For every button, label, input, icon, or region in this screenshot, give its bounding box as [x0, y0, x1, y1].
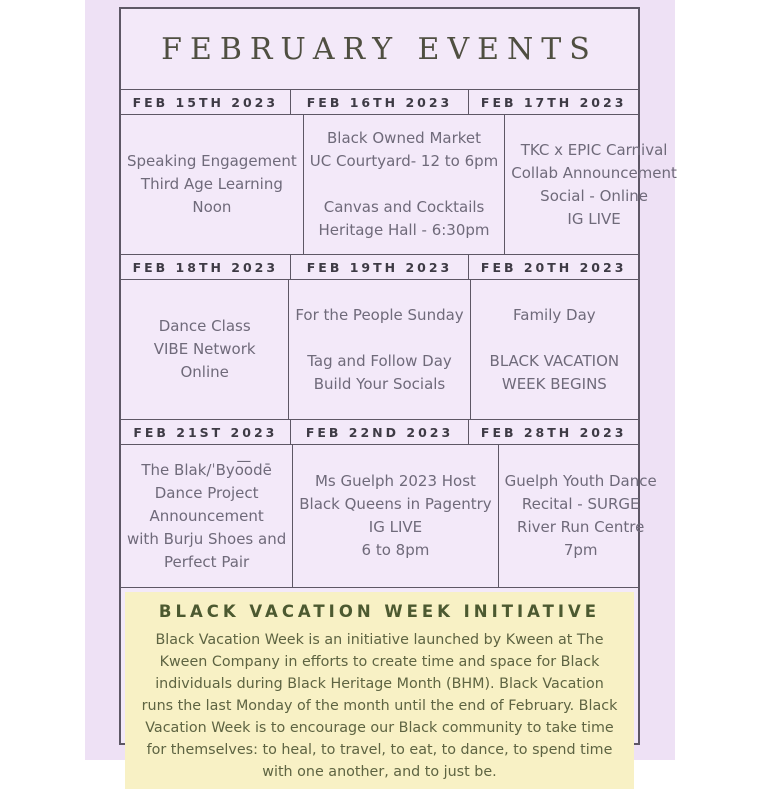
event-line: Dance Class — [158, 317, 251, 335]
date-header-row — [121, 90, 638, 115]
event-cell-feb21 — [121, 445, 292, 587]
event-line: Noon — [192, 198, 232, 216]
date-header-feb16: FEB 16TH 2023 — [290, 90, 469, 114]
event-cell-feb28 — [498, 445, 663, 587]
event-line: Collab Announcement — [511, 163, 677, 182]
event-line: Announcement — [149, 506, 264, 525]
calendar-row-1 — [121, 90, 677, 255]
event-line: Black Owned Market — [327, 129, 482, 147]
event-cell-feb16 — [303, 115, 504, 254]
event-line: The Blak/ˈByo͞odē — [141, 460, 272, 479]
event-line: Social - Online — [540, 186, 648, 205]
title-cell — [121, 9, 638, 90]
events-poster — [85, 0, 677, 780]
event-cell-feb15 — [121, 115, 303, 254]
event-line: Guelph Youth Dance — [504, 472, 657, 490]
date-header-feb18: FEB 18TH 2023 — [132, 259, 279, 275]
event-line: Online — [180, 363, 229, 381]
date-header-feb19: FEB 19TH 2023 — [290, 255, 469, 279]
event-body-row — [121, 115, 677, 255]
event-line: 7pm — [563, 541, 598, 559]
page-title: FEBRUARY EVENTS — [161, 31, 598, 67]
calendar-row-2 — [121, 255, 638, 420]
event-line: Build Your Socials — [313, 374, 446, 393]
initiative-body-text: Black Vacation Week is an initiative launched by Kween at The Kween Company in efforts to create time and space for Black individuals during Black Heritage Month (BHM). Black Vacation runs the last Monday of the month until the end of February. Black Vacation Week is to encourage our Black community to take time for themselves: to heal, to travel, to eat, to dance, to spend time with one another, and to just be. — [141, 632, 618, 780]
date-header-feb20: FEB 20TH 2023 — [468, 255, 638, 279]
event-line: 6 to 8pm — [361, 541, 430, 559]
event-line: Speaking Engagement — [127, 152, 297, 170]
event-line: River Run Centre — [517, 518, 645, 536]
event-line: Family Day — [513, 305, 596, 324]
event-line: BLACK VACATION — [489, 351, 620, 370]
event-body-row — [121, 280, 638, 420]
event-line: Heritage Hall - 6:30pm — [318, 221, 490, 239]
date-header-feb22: FEB 22ND 2023 — [290, 420, 469, 444]
event-line: TKC x EPIC Carnival — [520, 140, 668, 159]
event-line: Dance Project — [154, 483, 259, 502]
initiative-section — [121, 588, 638, 793]
event-line: Recital - SURGE — [521, 495, 640, 513]
events-table — [119, 7, 677, 780]
event-cell-feb17 — [504, 115, 683, 254]
event-line: VIBE Network — [153, 340, 256, 358]
initiative-box — [125, 592, 634, 789]
date-header-feb15: FEB 15TH 2023 — [132, 94, 279, 110]
event-line: Black Queens in Pagentry — [299, 495, 492, 513]
event-line: with Burju Shoes and — [127, 529, 287, 548]
event-line: Perfect Pair — [164, 552, 250, 571]
event-cell-feb19 — [288, 280, 469, 419]
initiative-title: BLACK VACATION WEEK INITIATIVE — [158, 602, 601, 621]
event-line: Canvas and Cocktails — [323, 198, 485, 216]
date-header-row — [121, 420, 638, 445]
event-line: Tag and Follow Day — [307, 351, 452, 370]
event-cell-feb18 — [121, 280, 288, 419]
event-line: WEEK BEGINS — [501, 374, 607, 393]
event-line: Ms Guelph 2023 Host — [314, 472, 476, 490]
date-header-row — [121, 255, 638, 280]
event-line: UC Courtyard- 12 to 6pm — [309, 152, 499, 170]
event-line: Third Age Learning — [140, 175, 283, 193]
calendar-row-3 — [121, 420, 657, 588]
date-header-feb21: FEB 21ST 2023 — [133, 424, 278, 440]
date-header-feb17: FEB 17TH 2023 — [468, 90, 638, 114]
event-cell-feb22 — [292, 445, 497, 587]
event-cell-feb20 — [470, 280, 638, 419]
date-header-feb28: FEB 28TH 2023 — [468, 420, 638, 444]
event-body-row — [121, 445, 657, 588]
event-line: IG LIVE — [567, 209, 621, 228]
event-line: IG LIVE — [368, 518, 423, 536]
event-line: For the People Sunday — [295, 305, 464, 324]
